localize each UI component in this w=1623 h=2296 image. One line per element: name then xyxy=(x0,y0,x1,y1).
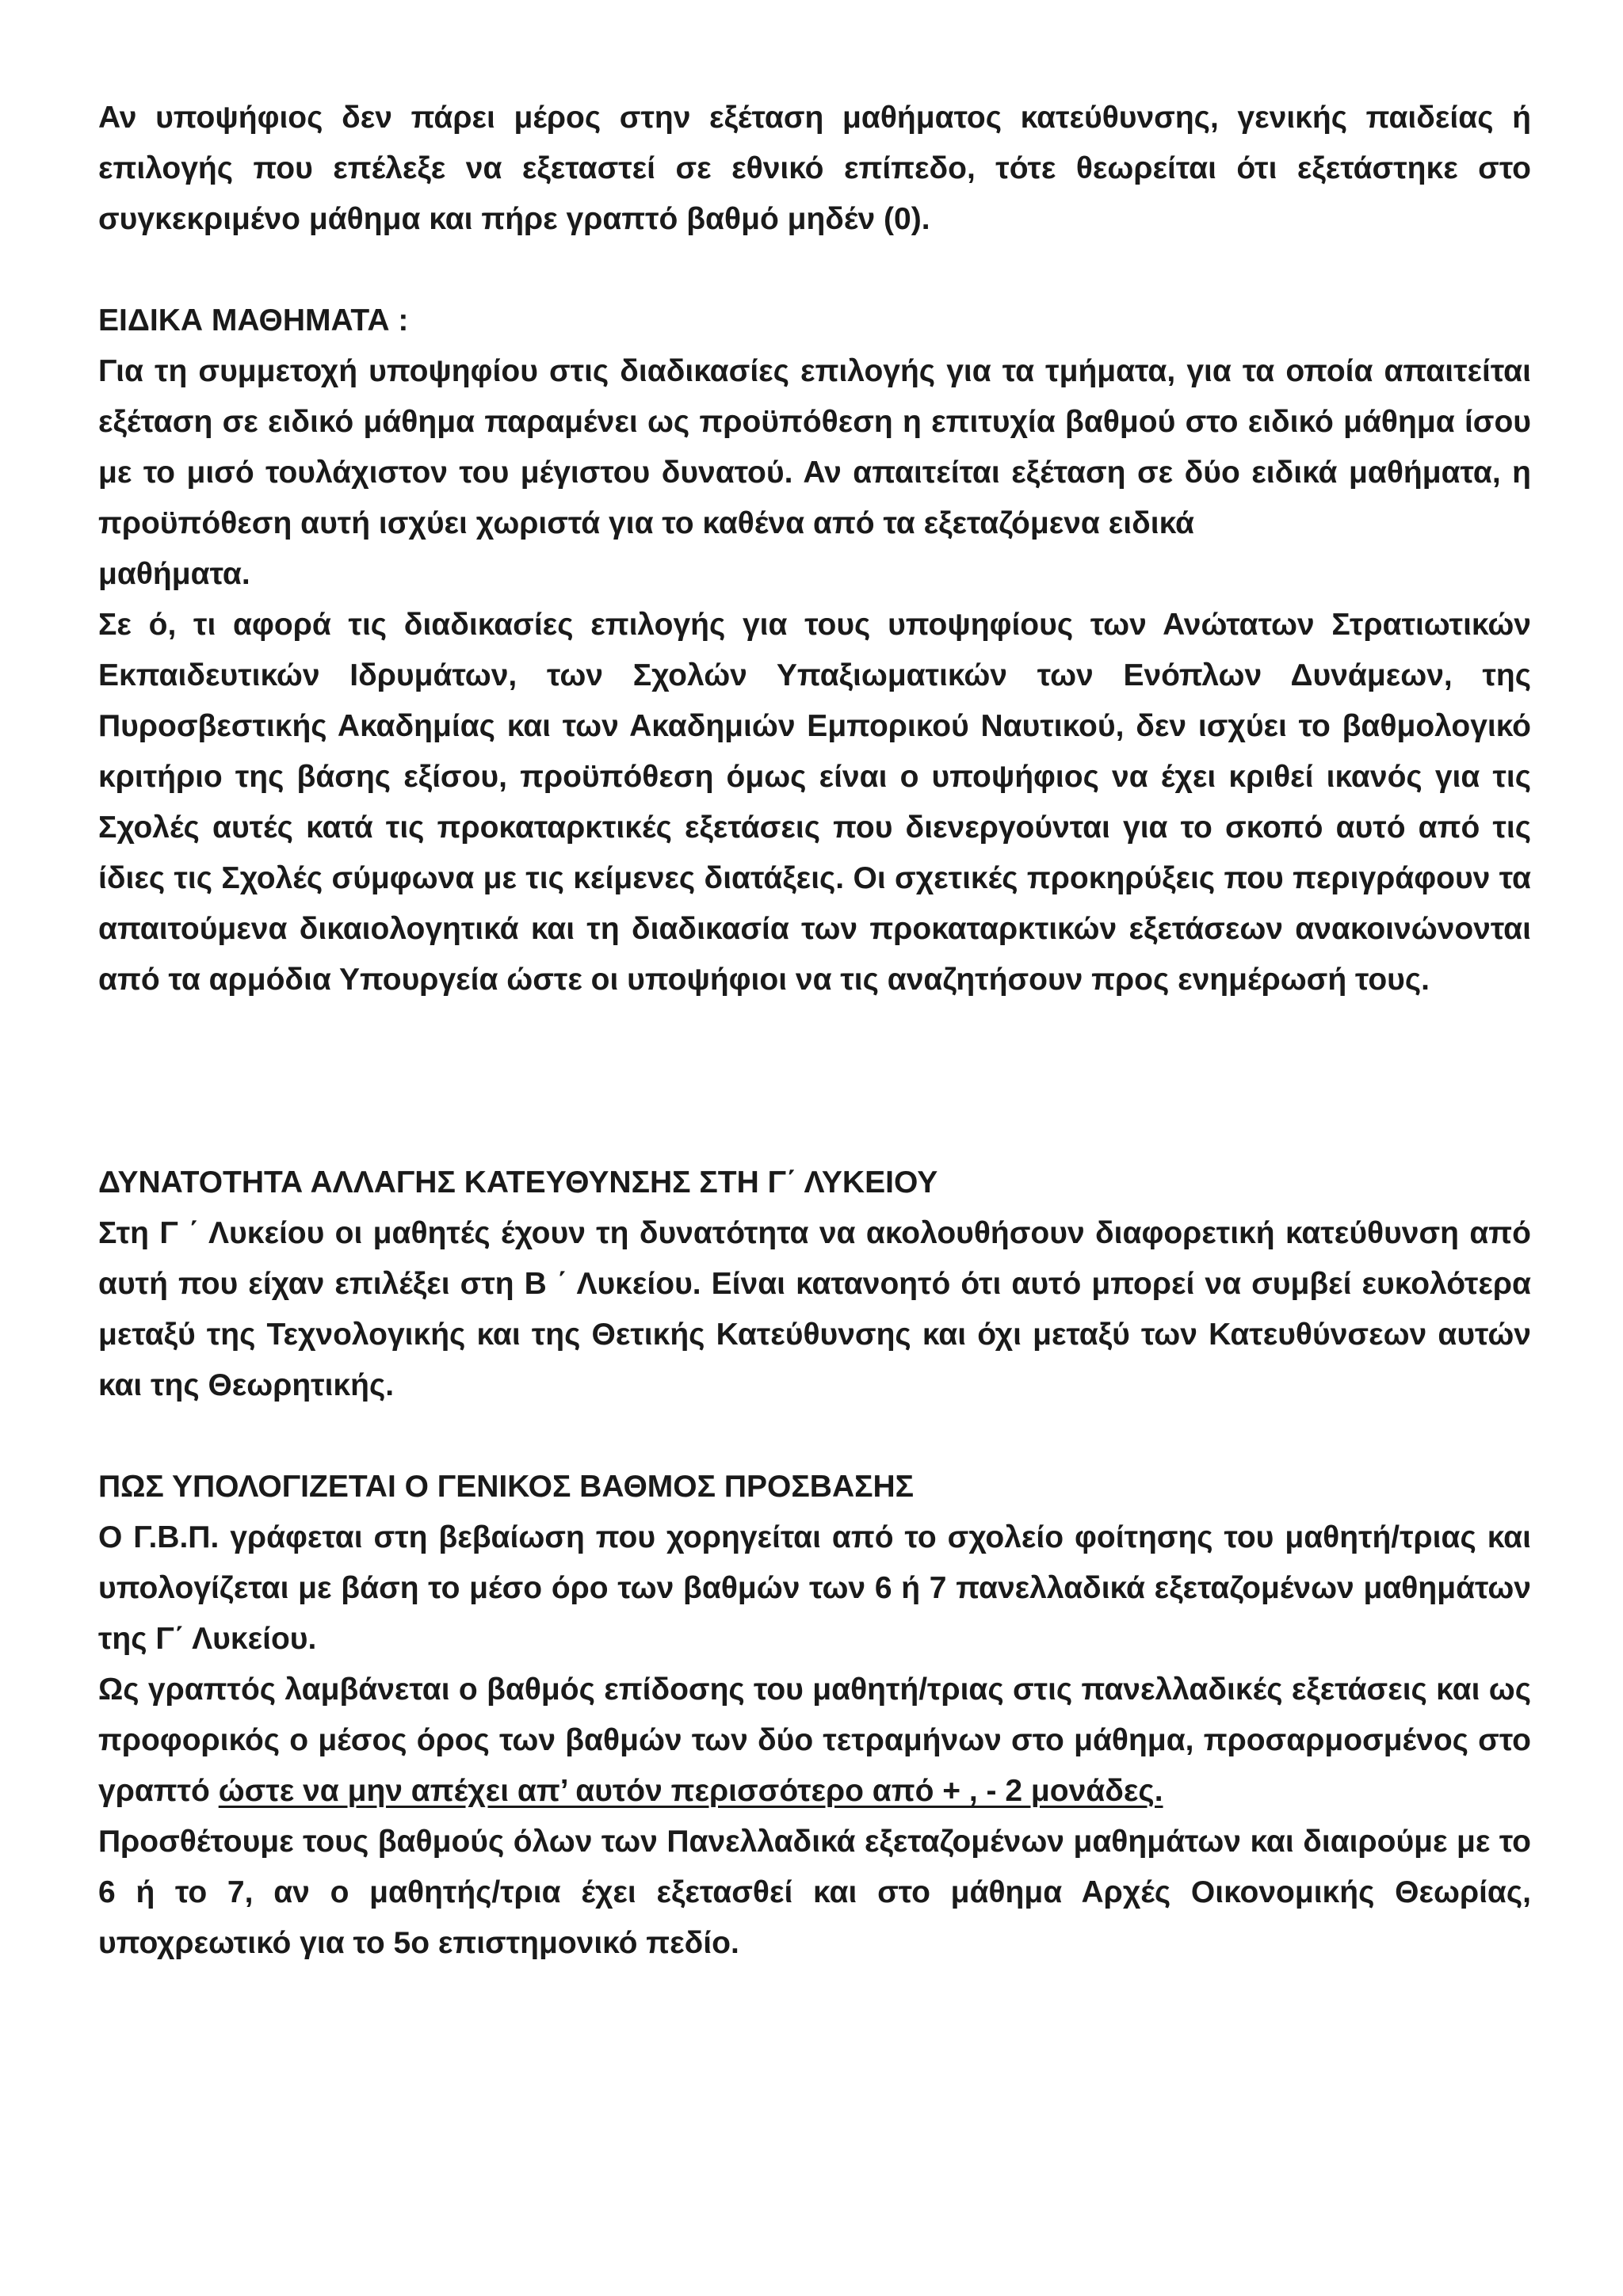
spacer xyxy=(98,1411,1531,1462)
spacer xyxy=(98,245,1531,296)
direction-change-paragraph: Στη Γ ΄ Λυκείου οι μαθητές έχουν τη δυνατότητα να ακολουθήσουν διαφορετική κατεύθυνση από αυτή που είχαν επιλέξει στη Β ΄ Λυκείου. Είναι κατανοητό ότι αυτό μπορεί να συμβεί ευκολότερα μεταξύ της Τεχνολογικής και της Θετικής Κατεύθυνσης και όχι μεταξύ των Κατευθύνσεων αυτών και της Θεωρητικής. xyxy=(98,1216,1531,1402)
gbp-paragraph-2-text: Ως γραπτός λαμβάνεται ο βαθμός επίδοσης του μαθητή/τριας στις πανελλαδικές εξετάσεις και ως προφορικός ο μέσος όρος των βαθμών των δύο τετραμήνων στο μάθημα, προσαρμοσμένος στο γραπτό xyxy=(98,1672,1531,1808)
gbp-heading: ΠΩΣ ΥΠΟΛΟΓΙΖΕΤΑΙ Ο ΓΕΝΙΚΟΣ ΒΑΘΜΟΣ ΠΡΟΣΒΑΣΗΣ xyxy=(98,1470,915,1504)
intro-paragraph: Αν υποψήφιος δεν πάρει μέρος στην εξέταση μαθήματος κατεύθυνσης, γενικής παιδείας ή επιλογής που επέλεξε να εξεταστεί σε εθνικό επίπεδο, τότε θεωρείται ότι εξετάστηκε στο συγκεκριμένο μάθημα και πήρε γραπτό βαθμό μηδέν (0). xyxy=(98,101,1531,236)
special-courses-paragraph-2: Σε ό, τι αφορά τις διαδικασίες επιλογής για τους υποψηφίους των Ανώτατων Στρατιωτικών Εκπαιδευτικών Ιδρυμάτων, των Σχολών Υπαξιωματικών των Ενόπλων Δυνάμεων, της Πυροσβεστικής Ακαδημίας και των Ακαδημιών Εμπορικού Ναυτικού, δεν ισχύει το βαθμολογικό κριτήριο της βάσης εξίσου, προϋπόθεση όμως είναι ο υποψήφιος να έχει κριθεί ικανός για τις Σχολές αυτές κατά τις προκαταρκτικές εξετάσεις που διενεργούνται για το σκοπό αυτό από τις ίδιες τις Σχολές σύμφωνα με τις κείμενες διατάξεις. Οι σχετικές προκηρύξεις που περιγράφουν τα απαιτούμενα δικαιολογητικά και τη διαδικασία των προκαταρκτικών εξετάσεων ανακοινώνονται από τα αρμόδια Υπουργεία ώστε οι υποψήφιοι να τις αναζητήσουν προς ενημέρωσή τους. xyxy=(98,608,1531,997)
special-courses-heading: ΕΙΔΙΚΑ ΜΑΘΗΜΑΤΑ : xyxy=(98,303,409,338)
gbp-paragraph-3: Προσθέτουμε τους βαθμούς όλων των Πανελλαδικά εξεταζομένων μαθημάτων και διαιρούμε με το 6 ή το 7, αν ο μαθητής/τρια έχει εξετασθεί και στο μάθημα Αρχές Οικονομικής Θεωρίας, υποχρεωτικό για το 5ο επιστημονικό πεδίο. xyxy=(98,1825,1531,1960)
spacer xyxy=(98,1005,1531,1158)
special-courses-paragraph-1-end: μαθήματα. xyxy=(98,557,250,591)
special-courses-paragraph-1: Για τη συμμετοχή υποψηφίου στις διαδικασίες επιλογής για τα τμήματα, για τα οποία απαιτείται εξέταση σε ειδικό μάθημα παραμένει ως προϋπόθεση η επιτυχία βαθμού στο ειδικό μάθημα ίσου με το μισό τουλάχιστον του μέγιστου δυνατού. Αν απαιτείται εξέταση σε δύο ειδικά μαθήματα, η προϋπόθεση αυτή ισχύει χωριστά για το καθένα από τα εξεταζόμενα ειδικά xyxy=(98,354,1531,540)
document-body xyxy=(98,93,1531,1969)
gbp-paragraph-1: Ο Γ.Β.Π. γράφεται στη βεβαίωση που χορηγείται από το σχολείο φοίτησης του μαθητή/τριας και υπολογίζεται με βάση το μέσο όρο των βαθμών των 6 ή 7 πανελλαδικά εξεταζομένων μαθημάτων της Γ΄ Λυκείου. xyxy=(98,1520,1531,1656)
direction-change-heading: ΔΥΝΑΤΟΤΗΤΑ ΑΛΛΑΓΗΣ ΚΑΤΕΥΘΥΝΣΗΣ ΣΤΗ Γ΄ ΛΥΚΕΙΟΥ xyxy=(98,1165,938,1199)
gbp-paragraph-2 xyxy=(98,1665,1531,1817)
gbp-underlined-phrase: ώστε να μην απέχει απ’ αυτόν περισσότερο από + , - 2 μονάδες. xyxy=(218,1774,1163,1808)
